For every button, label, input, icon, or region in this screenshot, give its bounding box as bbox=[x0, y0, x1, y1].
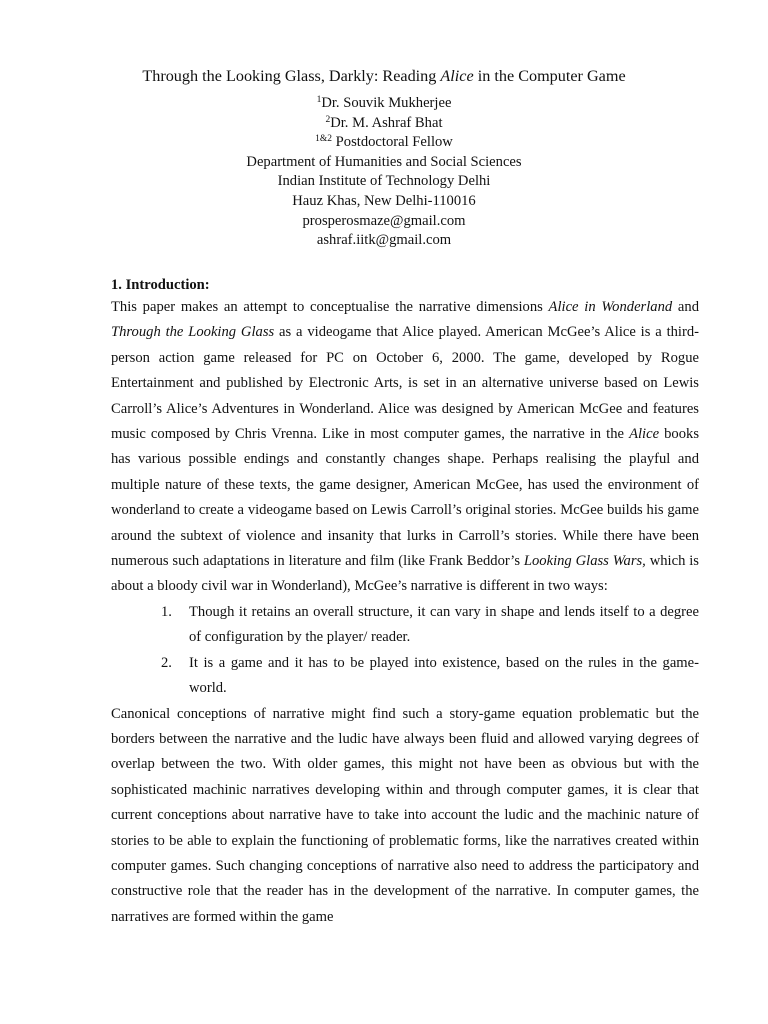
title-text-emphasis: Alice bbox=[440, 67, 474, 85]
para1-italic-title-4: Looking Glass Wars, bbox=[523, 553, 646, 570]
section-body bbox=[111, 295, 699, 930]
para1-text-5: which is about a bloody civil war in Wonderland), McGee’s narrative is different in two ways: bbox=[111, 553, 699, 595]
title-text-part-2: in the Computer Game bbox=[473, 67, 626, 85]
list-item-number: 1. bbox=[161, 603, 172, 620]
list-item-number: 2. bbox=[161, 654, 172, 671]
title-text-part-1: Through the Looking Glass, Darkly: Reading bbox=[142, 67, 441, 85]
position-label: Postdoctoral Fellow bbox=[332, 134, 453, 151]
para1-text-3: as a videogame that Alice played. American McGee’s Alice is a third-person action game released for PC on October 6, 2000. The game, developed by Rogue Entertainment and published by Electronic Arts, is set in an alternative universe based on Lewis Carroll’s Alice’s Adventures in Wonderland. Alice was designed by American McGee and features music composed by Chris Vrenna. Like in most computer games, the narrative in the bbox=[111, 324, 699, 443]
author-line-2 bbox=[0, 114, 768, 134]
position-mark: 1&2 bbox=[315, 134, 333, 145]
para1-text-4: books has various possible endings and constantly changes shape. Perhaps realising the playful and multiple nature of these texts, the game designer, American McGee, has used the environment of wonderland to create a videogame based on Lewis Carroll’s original stories. McGee builds his game around the subtext of violence and insanity that lurks in Carroll’s stories. While there have been numerous such adaptations in literature and film (like Frank Beddor’s bbox=[111, 426, 699, 570]
author-2-mark: 2 bbox=[325, 114, 331, 125]
author-line-1 bbox=[0, 94, 768, 114]
email-1: prosperosmaze@gmail.com bbox=[302, 212, 466, 229]
intro-paragraph-2: Canonical conceptions of narrative might find such a story-game equation problematic but the borders between the narrative and the ludic have always been fluid and allowed varying degrees of overlap between the two. With older games, this might not have been as obvious but with the sophisticated machinic narratives developing within and through computer games, it is clear that current conceptions about narrative have to take into account the ludic and the machinic nature of stories to be able to explain the functioning of problematic forms, like the narratives created within computer games. Such changing conceptions of narrative also need to address the participatory and constructive role that the reader has in the development of the narrative. In computer games, the narratives are formed within the game bbox=[111, 705, 699, 925]
para1-italic-title-3: Alice bbox=[629, 426, 660, 443]
para1-text-2: and bbox=[672, 299, 699, 315]
list-item-text: Though it retains an overall structure, it can vary in shape and lends itself to a degree of configuration by the player/ reader. bbox=[189, 603, 699, 646]
para1-italic-title-1: Alice in Wonderland bbox=[548, 299, 673, 315]
list-item-text: It is a game and it has to be played into existence, based on the rules in the game-world. bbox=[189, 654, 699, 697]
list-item bbox=[111, 600, 699, 651]
institute: Indian Institute of Technology Delhi bbox=[277, 173, 491, 190]
department: Department of Humanities and Social Sciences bbox=[246, 153, 522, 170]
paper-title bbox=[0, 66, 768, 86]
email-2: ashraf.iitk@gmail.com bbox=[316, 232, 452, 249]
para1-italic-title-2: Through the Looking Glass bbox=[111, 324, 275, 341]
intro-paragraph-1 bbox=[111, 295, 699, 600]
para1-text-1: This paper makes an attempt to conceptualise the narrative dimensions bbox=[111, 299, 549, 315]
address: Hauz Khas, New Delhi-110016 bbox=[292, 192, 476, 209]
author-1-name: Dr. Souvik Mukherjee bbox=[321, 95, 452, 111]
list-item bbox=[111, 651, 699, 702]
author-1-mark: 1 bbox=[316, 95, 322, 105]
section-heading: 1. Introduction: bbox=[111, 277, 210, 293]
front-matter bbox=[0, 94, 768, 251]
numbered-list bbox=[111, 600, 699, 702]
author-2-name: Dr. M. Ashraf Bhat bbox=[330, 114, 443, 131]
position-line bbox=[0, 133, 768, 153]
